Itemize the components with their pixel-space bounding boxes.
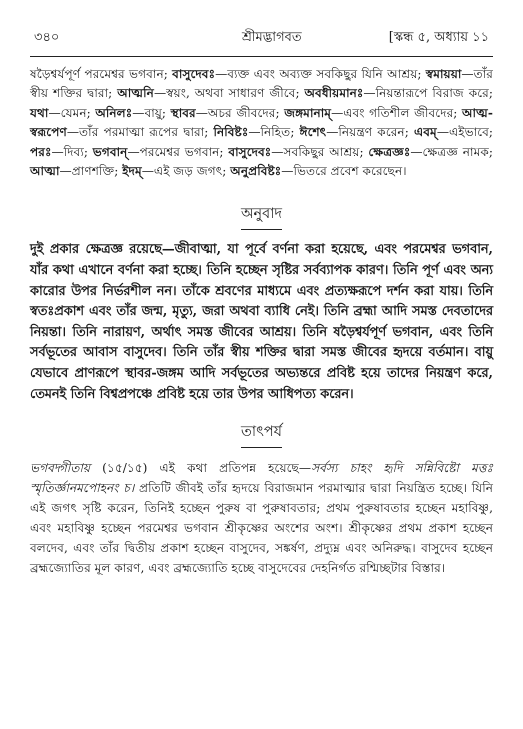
- synonym-meaning: —ভিতরে প্রবেশ করেছেন।: [281, 164, 407, 179]
- synonym-word: পরঃ: [30, 144, 52, 159]
- synonym-word: ভগবান্: [92, 144, 128, 159]
- purport-heading: তাৎপর্য: [30, 421, 493, 448]
- purport-text: [30, 458, 493, 578]
- synonym-meaning: —তাঁর স্বীয় শক্তির দ্বারা;: [30, 67, 493, 101]
- synonym-word: এবম্: [413, 125, 437, 140]
- synonym-word: বাসুদেবঃ: [228, 144, 272, 159]
- synonym-word: অবধীয়মানঃ: [304, 86, 364, 101]
- synonym-word: স্বমায়য়া: [425, 67, 462, 81]
- section-reference: [স্কন্ধ ৫, অধ্যায় ১১: [388, 30, 489, 45]
- running-header: [30, 28, 493, 50]
- synonym-meaning: —পরমেশ্বর ভগবান;: [127, 144, 229, 159]
- header-rule: [30, 56, 493, 57]
- synonym-word: আত্ম-স্বরূপেণ: [30, 105, 493, 140]
- synonym-meaning: —ব্যক্ত এবং অব্যক্ত সবকিছুর যিনি আশ্রয়;: [215, 67, 426, 81]
- synonym-meaning: —এই জড় জগৎ;: [141, 164, 231, 179]
- page-number: ৩৪০: [34, 30, 60, 45]
- synonym-word: নিবিষ্টঃ: [213, 125, 249, 140]
- synonym-meaning: —সবকিছুর আশ্রয়;: [271, 144, 369, 159]
- synonym-meaning: —অচর জীবদের;: [195, 105, 285, 120]
- synonym-meaning: —এবং গতিশীল জীবদের;: [331, 105, 462, 120]
- synonym-word: বাসুদেবঃ: [172, 67, 216, 81]
- synonym-meaning: —তাঁর পরমাত্মা রূপের দ্বারা;: [66, 125, 214, 140]
- purport-body: প্রতিটি জীবই তাঁর হৃদয়ে বিরাজমান পরমাত্মার দ্বারা নিয়ন্ত্রিত হচ্ছে। যিনি এই জগৎ সৃষ্টি করেন, তিনিই হচ্ছেন পুরুষ বা পুরুষাবতার; প্রথম পুরুষাবতার হচ্ছেন মহাবিষ্ণু, এবং মহাবিষ্ণু হচ্ছেন পরমেশ্বর ভগবান শ্রীকৃষ্ণের অংশের অংশ। শ্রীকৃষ্ণের প্রথম প্রকাশ হচ্ছেন বলদেব, এবং তাঁর দ্বিতীয় প্রকাশ হচ্ছেন বাসুদেব, সঙ্কর্ষণ, প্রদ্যুম্ন এবং অনিরুদ্ধ। বাসুদেব হচ্ছেন ব্রহ্মজ্যোতির মূল কারণ, এবং ব্রহ্মজ্যোতি হচ্ছে বাসুদেবের দেহনির্গত রশ্মিচ্ছটার বিস্তার।: [30, 481, 493, 576]
- synonym-meaning: —দিব্য;: [51, 144, 93, 159]
- synonym-meaning: —স্বয়ং, অথবা সাধারণ জীবে;: [153, 86, 305, 101]
- synonym-word: ক্ষেত্রজ্ঞঃ: [368, 144, 411, 159]
- synonym-meaning: —নিয়ন্তারূপে বিরাজ করে;: [363, 86, 493, 101]
- synonym-word: ঈশেৎ: [299, 125, 327, 140]
- synonym-word: আত্মনি: [117, 86, 154, 101]
- synonym-word: স্থাবর: [170, 105, 196, 120]
- synonym-word: আত্মা: [30, 164, 60, 179]
- synonym-word: ইদম্: [122, 164, 142, 179]
- translation-heading: অনুবাদ: [30, 203, 493, 230]
- synonym-meaning: —প্রাণশক্তি;: [59, 164, 123, 179]
- synonym-meaning: —বায়ু;: [132, 105, 171, 120]
- synonym-word: যথা: [30, 105, 49, 120]
- synonym-meaning: —নিহিত;: [248, 125, 300, 140]
- purport-verse-ref: (১৫/১৫) এই কথা প্রতিপন্ন হয়েছে—: [90, 461, 312, 476]
- synonym-word: অনিলঃ: [95, 105, 133, 120]
- synonyms-paragraph: [30, 65, 493, 181]
- book-title: শ্রীমদ্ভাগবত: [242, 30, 302, 45]
- synonym-meaning: —যেমন;: [48, 105, 96, 120]
- purport-quote: সর্বস্য চাহং হৃদি সন্নিবিষ্টো মত্তঃ স্মৃতির্জ্ঞানমপোহনং চ।: [30, 461, 494, 496]
- translation-text: দুই প্রকার ক্ষেত্রজ্ঞ রয়েছে—জীবাত্মা, যা পূর্বে বর্ণনা করা হয়েছে, এবং পরমেশ্বর ভগবান, যাঁর কথা এখানে বর্ণনা করা হচ্ছে। তিনি হচ্ছেন সৃষ্টির সর্বব্যাপক কারণ। তিনি পূর্ণ এবং অন্য কারোর উপর নির্ভরশীল নন। তাঁকে শ্রবণের মাধ্যমে এবং প্রত্যক্ষরূপে দর্শন করা যায়। তিনি স্বতঃপ্রকাশ এবং তাঁর জন্ম, মৃত্যু, জরা অথবা ব্যাধি নেই। তিনি ব্রহ্মা আদি সমস্ত দেবতাদের নিয়ন্তা। তিনি নারায়ণ, অর্থাৎ সমস্ত জীবের আশ্রয়। তিনি ষড়ৈশ্বর্যপূর্ণ ভগবান, এবং তিনি সর্বভূতের আবাস বাসুদেব। তিনি তাঁর স্বীয় শক্তির দ্বারা সমস্ত জীবের হৃদয়ে বর্তমান। বায়ু যেভাবে প্রাণরূপে স্থাবর-জঙ্গম আদি সর্বভূতের অভ্যন্তরে প্রবিষ্ট হয়ে তাদের নিয়ন্ত্রণ করে, তেমনই তিনি বিশ্বপ্রপঞ্চে প্রবিষ্ট হয়ে তার উপর আধিপত্য করেন।: [30, 242, 493, 402]
- synonym-meaning: —ক্ষেত্রজ্ঞ নামক;: [410, 144, 493, 159]
- synonym-meaning: —নিয়ন্ত্রণ করেন;: [326, 125, 414, 140]
- synonym-word: অনুপ্রবিষ্টঃ: [230, 164, 282, 179]
- synonym-meaning: —এইভাবে;: [436, 125, 494, 140]
- synonym-word: জঙ্গমানাম্: [284, 105, 332, 120]
- purport-source: ভগবদ্গীতায়: [30, 461, 91, 476]
- synonym-meaning: ষড়ৈশ্বর্যপূর্ণ পরমেশ্বর ভগবান;: [30, 67, 173, 81]
